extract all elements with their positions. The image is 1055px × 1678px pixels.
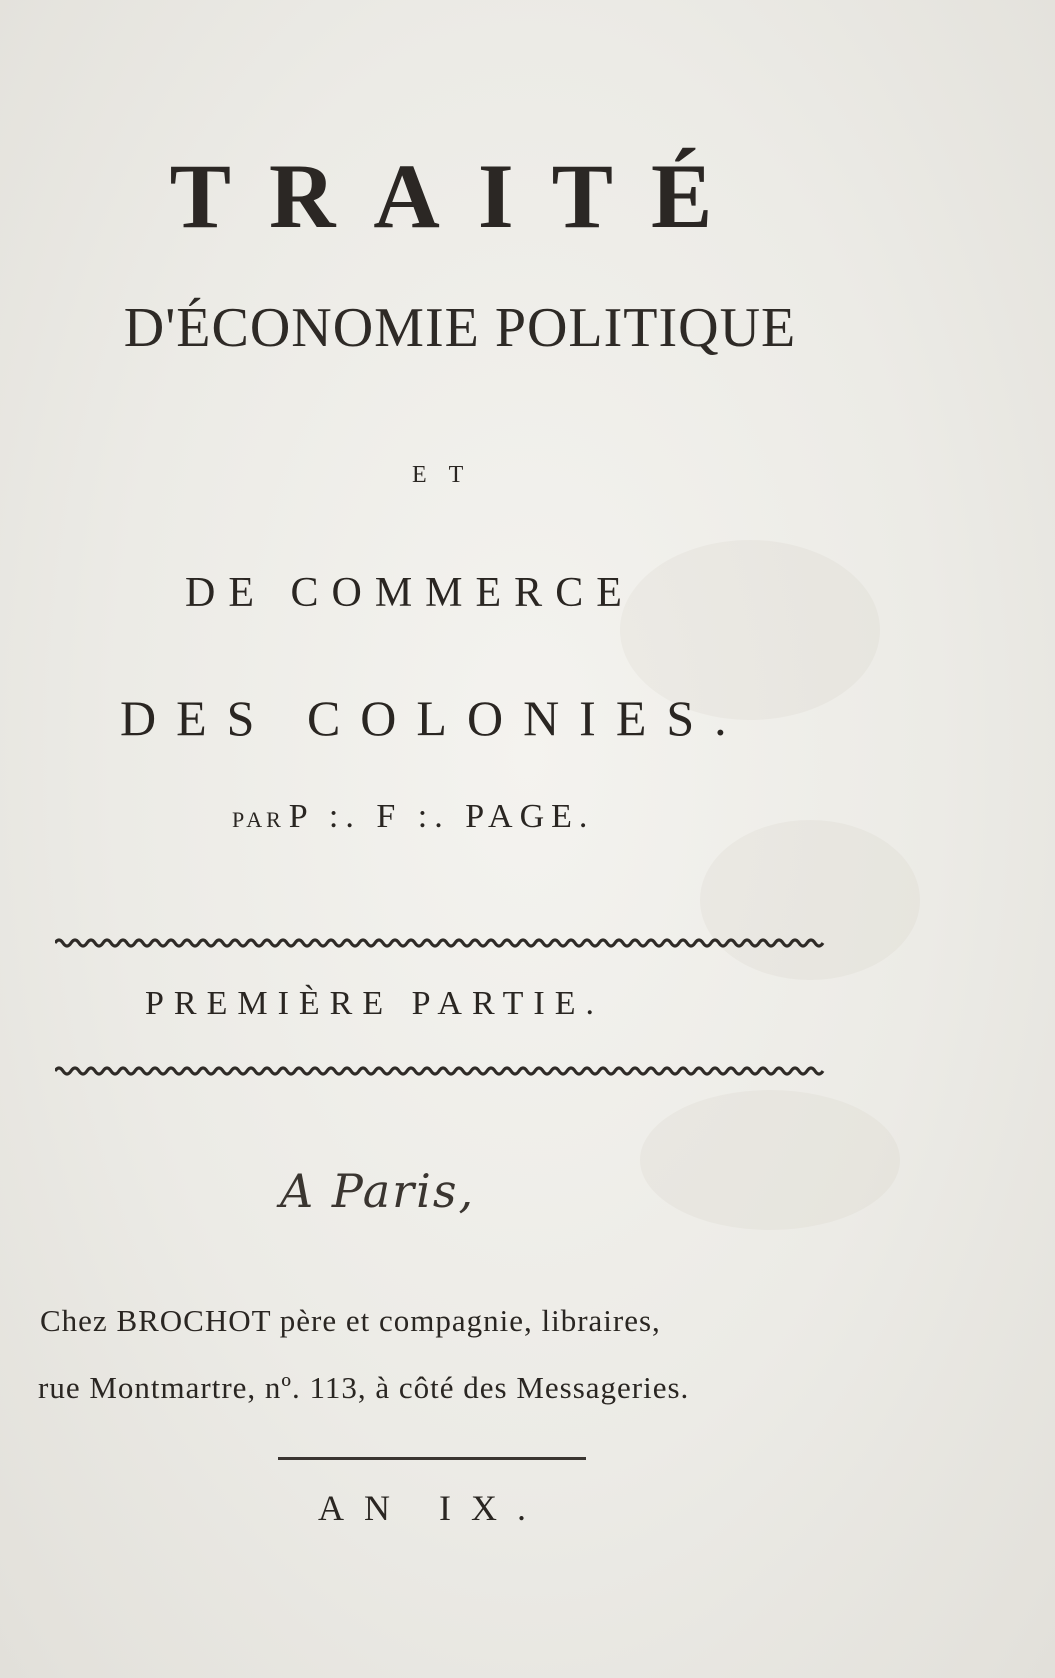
- paper-stain: [640, 1090, 900, 1230]
- part-heading: PREMIÈRE PARTIE.: [145, 985, 604, 1022]
- book-title: TRAITÉ: [169, 145, 751, 247]
- publication-year: AN IX.: [318, 1488, 546, 1528]
- ornamental-rule-bottom: [55, 1063, 825, 1079]
- subtitle-commerce: DE COMMERCE: [185, 570, 635, 616]
- author-prefix: PAR: [232, 807, 285, 832]
- ornamental-rule-top: [55, 935, 825, 951]
- paper-stain: [700, 820, 920, 980]
- imprint-place: A Paris,: [280, 1164, 476, 1218]
- imprint-rule: [278, 1457, 586, 1460]
- publisher-line-1: Chez BROCHOT père et compagnie, libraires,: [40, 1303, 661, 1338]
- conjunction: ET: [412, 462, 486, 488]
- subtitle-colonies: DES COLONIES.: [120, 690, 747, 746]
- author-name: P :. F :. PAGE.: [288, 798, 595, 835]
- publisher-line-2: rue Montmartre, nº. 113, à côté des Messageries.: [38, 1370, 690, 1405]
- book-subtitle: D'ÉCONOMIE POLITIQUE: [123, 297, 797, 359]
- author-line: [232, 800, 652, 834]
